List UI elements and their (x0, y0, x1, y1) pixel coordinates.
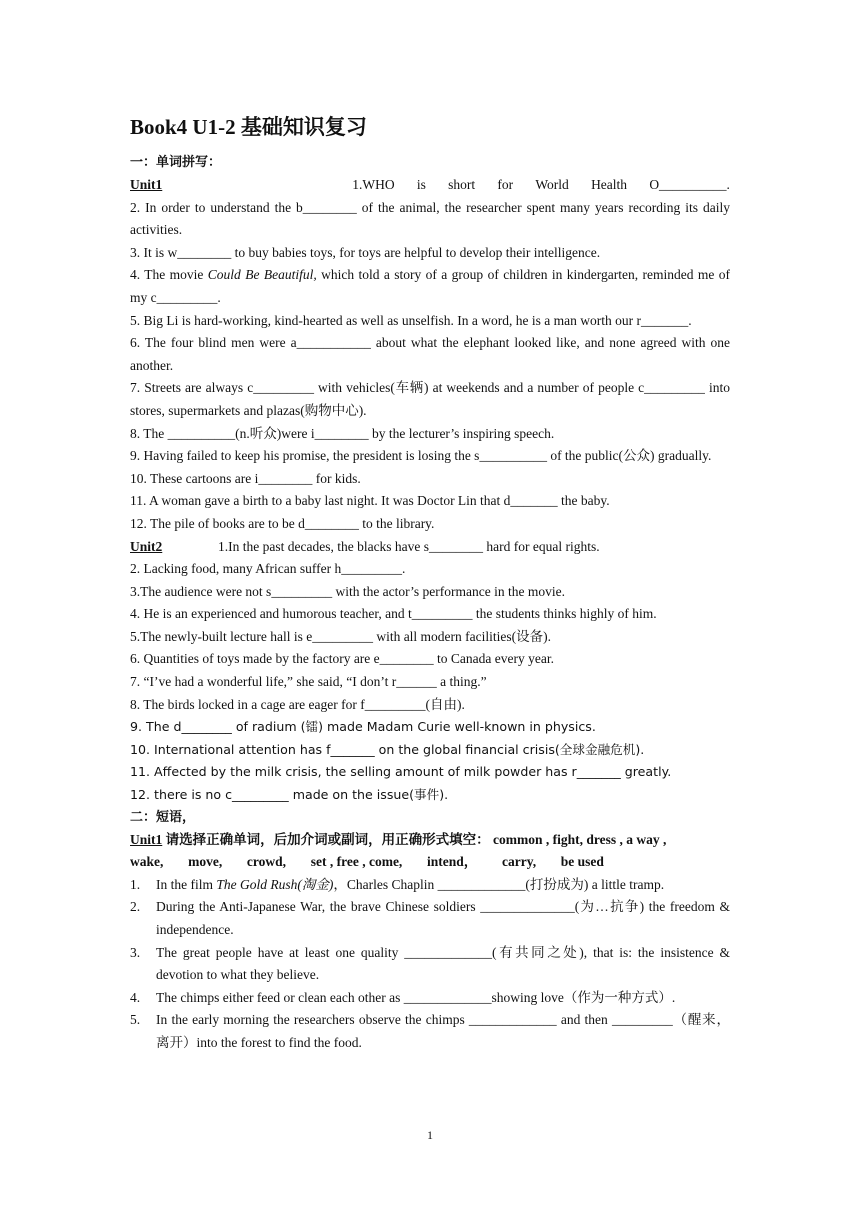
question-line: 4. He is an experienced and humorous teacher, and t_________ the students thinks highly of him. (130, 606, 657, 622)
instruction-text: 请选择正确单词，后加介词或副词，用正确形式填空： common , fight, dress , a way , (162, 831, 667, 847)
q4-text: which told a story of a group of children in kindergarten, reminded me of my c_________. (130, 267, 730, 305)
page-title: Book4 U1-2 基础知识复习 (130, 115, 367, 139)
question-line: 12. there is no c_________ made on the issue(事件). (130, 787, 449, 803)
item-number: 1. (130, 876, 141, 892)
phrase-item (130, 1009, 730, 1054)
question-line (130, 264, 730, 309)
item-number: 5. (130, 1012, 141, 1028)
question-line: 5. Big Li is hard-working, kind-hearted as well as unselfish. In a word, he is a man worth our r_______. (130, 312, 692, 328)
item-number: 3. (130, 944, 141, 960)
item-text: The chimps either feed or clean each other as _____________showing love（作为一种方式）. (156, 989, 676, 1005)
question-line: 12. The pile of books are to be d________ to the library. (130, 515, 435, 531)
item-text: ，Charles Chaplin _____________(打扮成为) a little tramp. (333, 876, 665, 892)
q1-word: 1.WHO (352, 177, 395, 192)
phrase-item (130, 987, 730, 1010)
q1-word: for (497, 177, 514, 192)
question-line: 11. Affected by the milk crisis, the selling amount of milk powder has r_______ greatly. (130, 764, 672, 780)
question-line: 2. Lacking food, many African suffer h_________. (130, 561, 406, 577)
question-line: 2. In order to understand the b________ of the animal, the researcher spent many years recording its daily activities. (130, 199, 730, 238)
word-bank-item: carry, (501, 854, 537, 870)
word-bank-item: move, (188, 854, 223, 870)
question-line: 3. It is w________ to buy babies toys, for toys are helpful to develop their intelligence. (130, 244, 601, 260)
q1-text: 1.In the past decades, the blacks have s________ hard for equal rights. (218, 538, 600, 554)
word-bank-item: intend， (427, 854, 478, 870)
item-text: In the film (156, 876, 217, 892)
phrase-unit-label: Unit1 (130, 831, 163, 847)
page-number: 1 (427, 1128, 433, 1142)
document-page (130, 112, 730, 1055)
question-line: 9. Having failed to keep his promise, the president is losing the s__________ of the public(公众) gradually. (130, 448, 712, 464)
unit2-first-line (130, 536, 730, 559)
q1-word: short (448, 177, 476, 192)
phrase-item (130, 942, 730, 987)
q1-word: Health (591, 177, 628, 192)
question-line: 6. The four blind men were a___________ about what the elephant looked like, and none agreed with one another. (130, 335, 730, 373)
film-title: The Gold Rush(淘金) (216, 876, 334, 892)
item-text: In the early morning the researchers observe the chimps _____________ and then _________（醒来，离开）into the forest to find the food. (156, 1012, 730, 1050)
phrase-list (130, 874, 730, 1055)
word-bank-item: be used (560, 854, 604, 870)
movie-title: Could Be Beautiful, (207, 267, 317, 283)
question-line: 8. The birds locked in a cage are eager for f_________(自由). (130, 696, 465, 712)
item-text: During the Anti-Japanese War, the brave Chinese soldiers ______________(为…抗争) the freedom & independence. (156, 899, 730, 937)
q1-word: O__________. (649, 177, 730, 192)
section-heading-spelling: 一：单词拼写： (130, 155, 222, 170)
item-text: The great people have at least one quality _____________(有共同之处), that is: the insistence & devotion to what they believe. (156, 944, 730, 983)
phrase-instruction (130, 829, 730, 852)
unit1-label: Unit1 (130, 177, 163, 192)
word-bank-item: crowd, (246, 854, 287, 870)
q4-text: 4. The movie (130, 267, 208, 283)
q1-word: World (535, 177, 569, 192)
section-heading-phrases: 二：短语， (130, 809, 196, 825)
item-number: 4. (130, 989, 141, 1005)
question-line: 9. The d________ of radium (镭) made Madam Curie well-known in physics. (130, 719, 596, 735)
phrase-item (130, 896, 730, 941)
question-line: 11. A woman gave a birth to a baby last night. It was Doctor Lin that d_______ the baby. (130, 493, 610, 509)
question-line: 10. International attention has f_______ on the global financial crisis(全球金融危机). (130, 741, 645, 757)
phrase-word-bank (130, 851, 604, 874)
q1-word: is (416, 177, 426, 192)
word-bank-item: set , free , come, (310, 854, 403, 870)
question-line: 3.The audience were not s_________ with the actor’s performance in the movie. (130, 583, 565, 599)
unit1-first-line (130, 174, 730, 197)
question-line: 8. The __________(n.听众)were i________ by the lecturer’s inspiring speech. (130, 425, 555, 441)
question-line: 7. “I’ve had a wonderful life,” she said, “I don’t r______ a thing.” (130, 674, 487, 690)
item-number: 2. (130, 899, 141, 915)
question-line: 7. Streets are always c_________ with vehicles(车辆) at weekends and a number of people c_________ into stores, supermarkets and plazas(购物中心). (130, 380, 730, 418)
question-line: 5.The newly-built lecture hall is e_________ with all modern facilities(设备). (130, 628, 552, 644)
unit2-label: Unit2 (130, 538, 163, 554)
question-line: 10. These cartoons are i________ for kids. (130, 470, 361, 486)
question-line: 6. Quantities of toys made by the factory are e________ to Canada every year. (130, 651, 554, 667)
word-bank-item: wake, (130, 854, 164, 870)
phrase-item (130, 874, 730, 897)
